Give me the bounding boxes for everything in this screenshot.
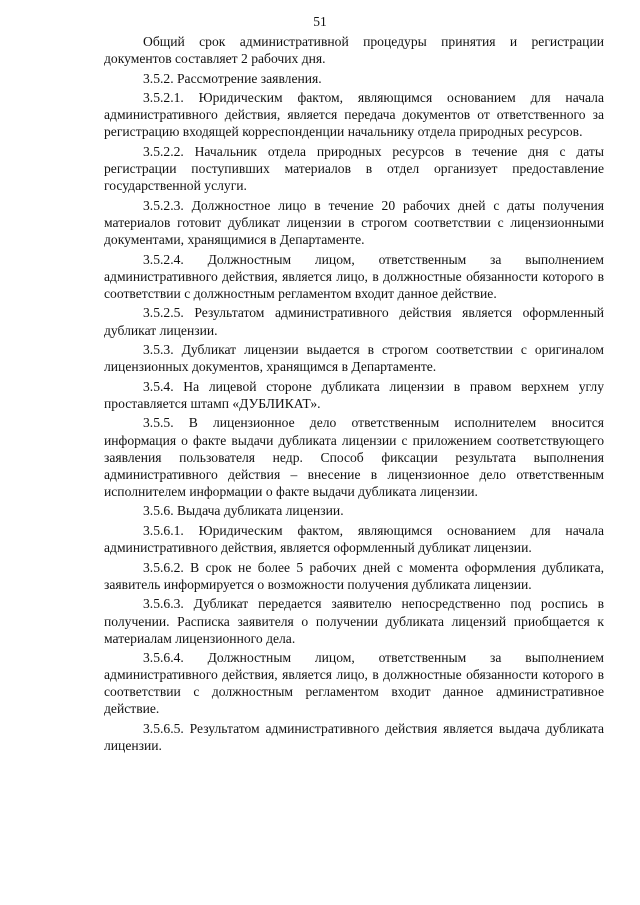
paragraph-3-5-2-4: 3.5.2.4. Должностным лицом, ответственным за выполнением административного действия, является лицо, в должностные обязанности которого в соответствии с должностным регламентом входит данное действие. — [104, 251, 604, 301]
paragraph-3-5-2-3: 3.5.2.3. Должностное лицо в течение 20 рабочих дней с даты получения материалов готовит дубликат лицензии в строгом соответствии с лицензионными документами, хранящимися в Департаменте. — [104, 197, 604, 248]
paragraph-3-5-6-5: 3.5.6.5. Результатом административного действия является выдача дубликата лицензии. — [104, 721, 604, 754]
page-number: 51 — [313, 14, 327, 29]
paragraph-3-5-6-2: 3.5.6.2. В срок не более 5 рабочих дней с момента оформления дубликата, заявитель информируется о возможности получения дубликата лицензии. — [104, 559, 604, 592]
paragraph-3-5-2-1: 3.5.2.1. Юридическим фактом, являющимся основанием для начала административного действия, является передача документов от ответственного за регистрацию входящей корреспонденции начальнику отдела природных ресурсов. — [104, 90, 604, 140]
paragraph-3-5-3: 3.5.3. Дубликат лицензии выдается в строгом соответствии с оригиналом лицензионных документов, хранящимся в Департаменте. — [104, 342, 604, 375]
paragraph-3-5-5: 3.5.5. В лицензионное дело ответственным исполнителем вносится информация о факте выдачи дубликата лицензии с приложением соответствующего заявления пользователя недр. Способ фиксации результата выполнения административного действия – внесение в лицензионное дело ответственным исполнителем информации о факте выдачи дубликата лицензии. — [104, 415, 604, 499]
paragraph-3-5-6-3: 3.5.6.3. Дубликат передается заявителю непосредственно под роспись в получении. Расписка заявителя о получении дубликата лицензий приобщается к материалам лицензионного дела. — [104, 596, 604, 646]
paragraph-procedure-term: Общий срок административной процедуры принятия и регистрации документов составляет 2 рабочих дня. — [104, 34, 604, 67]
paragraph-3-5-6: 3.5.6. Выдача дубликата лицензии. — [143, 503, 344, 519]
paragraph-3-5-2-5: 3.5.2.5. Результатом административного действия является оформленный дубликат лицензии. — [104, 305, 604, 338]
paragraph-3-5-2-2: 3.5.2.2. Начальник отдела природных ресурсов в течение дня с даты регистрации поступивших материалов в отдел организует предоставление государственной услуги. — [104, 144, 604, 194]
paragraph-3-5-6-1: 3.5.6.1. Юридическим фактом, являющимся основанием для начала административного действия, является оформленный дубликат лицензии. — [104, 523, 604, 556]
paragraph-3-5-4: 3.5.4. На лицевой стороне дубликата лицензии в правом верхнем углу проставляется штамп «ДУБЛИКАТ». — [104, 378, 604, 411]
paragraph-3-5-6-4: 3.5.6.4. Должностным лицом, ответственным за выполнением административного действия, является лицо, в должностные обязанности которого в соответствии с должностным регламентом входит данное административное действие. — [104, 650, 604, 717]
document-body — [104, 33, 604, 757]
paragraph-3-5-2: 3.5.2. Рассмотрение заявления. — [143, 70, 322, 86]
